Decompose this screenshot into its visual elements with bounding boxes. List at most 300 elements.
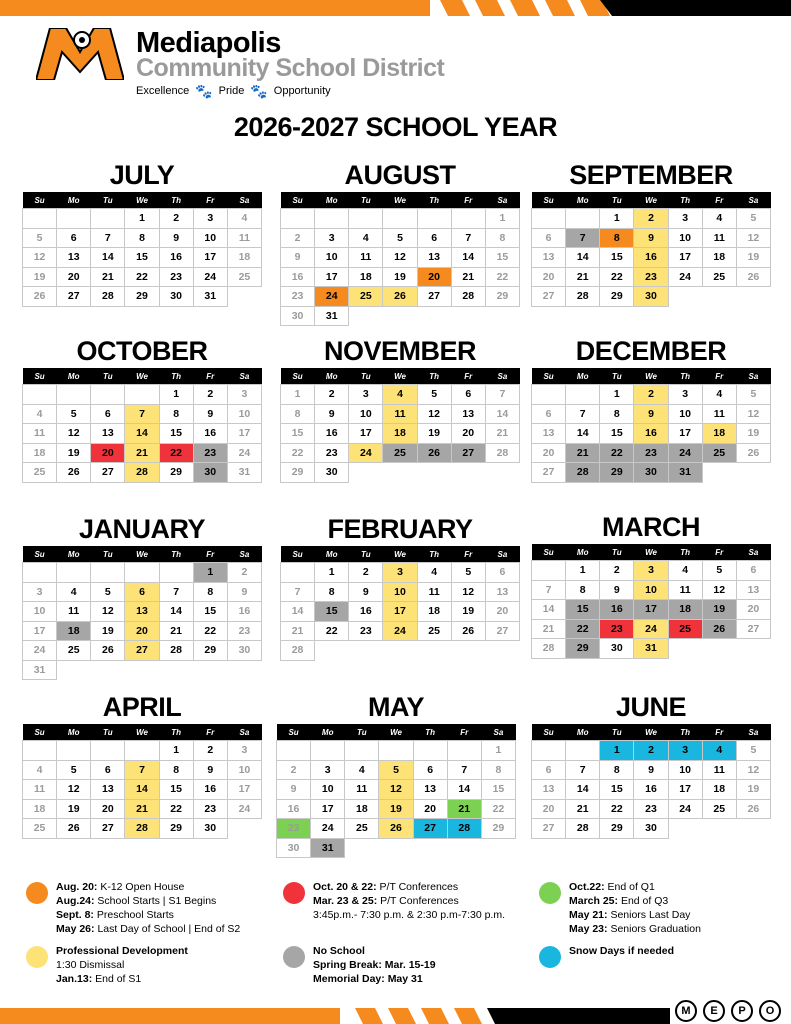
- week-row: [281, 641, 520, 661]
- day-cell: 23: [281, 287, 315, 307]
- week-row: [23, 819, 262, 839]
- day-cell: 1: [315, 563, 349, 583]
- day-cell: 8: [481, 760, 515, 780]
- legend-line-text: Preschool Starts: [93, 909, 174, 921]
- mepo-p: P: [731, 1000, 753, 1022]
- weekday-header: Tu: [349, 368, 383, 385]
- day-cell: 5: [57, 404, 91, 424]
- month-november: [280, 334, 520, 483]
- week-row: [532, 639, 771, 659]
- week-row: [532, 561, 771, 581]
- day-cell: 25: [349, 287, 383, 307]
- day-cell: 13: [485, 582, 519, 602]
- weekday-header: Mo: [311, 724, 345, 741]
- legend-swatch: [283, 946, 305, 968]
- weekday-header: Su: [277, 724, 311, 741]
- empty-day: [125, 563, 159, 583]
- blank-cell: [383, 306, 417, 326]
- day-cell: 17: [193, 248, 227, 268]
- day-cell: 8: [159, 404, 193, 424]
- day-cell: 1: [600, 741, 634, 761]
- weekday-header: Sa: [227, 368, 261, 385]
- blank-cell: [485, 463, 519, 483]
- weekday-header: Mo: [566, 192, 600, 209]
- day-cell: 7: [566, 760, 600, 780]
- weekday-header: Th: [668, 192, 702, 209]
- legend-text: [569, 880, 701, 936]
- day-cell: 3: [668, 741, 702, 761]
- week-row: [281, 267, 520, 287]
- weekday-header: Th: [417, 192, 451, 209]
- empty-day: [413, 741, 447, 761]
- legend-line-bold: Mar. 23 & 25:: [313, 895, 378, 907]
- day-cell: 12: [451, 582, 485, 602]
- day-cell: 24: [193, 267, 227, 287]
- day-cell: 30: [193, 463, 227, 483]
- empty-day: [91, 385, 125, 405]
- blank-cell: [349, 306, 383, 326]
- legend-line-text: 3:45p.m.- 7:30 p.m. & 2:30 p.m-7:30 p.m.: [313, 909, 506, 921]
- weekday-header: Sa: [227, 724, 261, 741]
- legend-text: [56, 880, 240, 936]
- day-cell: 23: [634, 443, 668, 463]
- day-cell: 10: [668, 760, 702, 780]
- day-cell: 25: [383, 443, 417, 463]
- month-title: APRIL: [102, 692, 182, 722]
- day-cell: 9: [159, 228, 193, 248]
- day-cell: 9: [315, 404, 349, 424]
- week-row: [281, 404, 520, 424]
- day-cell: 26: [23, 287, 57, 307]
- day-cell: 10: [668, 228, 702, 248]
- blank-cell: [227, 819, 261, 839]
- day-cell: 15: [159, 780, 193, 800]
- week-row: [281, 228, 520, 248]
- day-cell: 24: [634, 619, 668, 639]
- blank-cell: [451, 306, 485, 326]
- empty-day: [125, 741, 159, 761]
- day-cell: 27: [532, 463, 566, 483]
- legend-swatch: [539, 946, 561, 968]
- weekday-header: Su: [23, 546, 57, 563]
- empty-day: [91, 209, 125, 229]
- day-cell: 8: [600, 404, 634, 424]
- day-cell: 14: [485, 404, 519, 424]
- day-cell: 16: [600, 600, 634, 620]
- day-cell: 29: [159, 463, 193, 483]
- empty-day: [57, 209, 91, 229]
- day-cell: 6: [532, 404, 566, 424]
- week-row: [532, 760, 771, 780]
- day-cell: 3: [668, 385, 702, 405]
- legend-line: [569, 894, 701, 908]
- day-cell: 22: [600, 443, 634, 463]
- day-cell: 1: [125, 209, 159, 229]
- legend-line: [569, 922, 701, 936]
- day-cell: 4: [417, 563, 451, 583]
- day-cell: 4: [57, 582, 91, 602]
- day-cell: 26: [417, 443, 451, 463]
- day-cell: 24: [227, 799, 261, 819]
- empty-day: [91, 563, 125, 583]
- weekday-header: We: [634, 544, 668, 561]
- weekday-header: We: [125, 192, 159, 209]
- day-cell: 6: [532, 760, 566, 780]
- tagline-pride: Pride: [218, 85, 245, 97]
- day-cell: 20: [57, 267, 91, 287]
- week-row: [281, 287, 520, 307]
- legend-line-bold: Jan.13:: [56, 973, 93, 985]
- day-cell: 16: [277, 799, 311, 819]
- weekday-header: We: [125, 368, 159, 385]
- day-cell: 20: [532, 443, 566, 463]
- day-cell: 2: [349, 563, 383, 583]
- day-cell: 11: [702, 760, 736, 780]
- day-cell: 12: [91, 602, 125, 622]
- day-cell: 13: [91, 780, 125, 800]
- day-cell: 10: [383, 582, 417, 602]
- week-row: [277, 760, 516, 780]
- day-cell: 19: [451, 602, 485, 622]
- day-cell: 25: [702, 443, 736, 463]
- legend-line-bold: May 21:: [569, 909, 608, 921]
- day-cell: 12: [736, 228, 770, 248]
- day-cell: 18: [702, 780, 736, 800]
- legend-swatch: [283, 882, 305, 904]
- day-cell: 22: [600, 799, 634, 819]
- day-cell: 22: [566, 619, 600, 639]
- day-cell: 31: [227, 463, 261, 483]
- day-cell: 16: [159, 248, 193, 268]
- day-cell: 21: [566, 443, 600, 463]
- legend-line: [56, 880, 240, 894]
- month-title: DECEMBER: [575, 336, 727, 366]
- day-cell: 14: [451, 248, 485, 268]
- day-cell: 12: [57, 780, 91, 800]
- day-cell: 13: [417, 248, 451, 268]
- day-cell: 3: [193, 209, 227, 229]
- week-row: [281, 385, 520, 405]
- day-cell: 18: [702, 424, 736, 444]
- day-cell: 25: [668, 619, 702, 639]
- day-cell: 22: [193, 621, 227, 641]
- day-cell: 7: [485, 385, 519, 405]
- day-cell: 21: [566, 267, 600, 287]
- week-row: [532, 385, 771, 405]
- empty-day: [57, 741, 91, 761]
- day-cell: 21: [451, 267, 485, 287]
- empty-day: [23, 741, 57, 761]
- day-cell: 10: [227, 760, 261, 780]
- day-cell: 27: [532, 287, 566, 307]
- day-cell: 14: [532, 600, 566, 620]
- empty-day: [315, 209, 349, 229]
- blank-cell: [345, 838, 379, 858]
- weekday-header: Tu: [349, 546, 383, 563]
- day-cell: 18: [702, 248, 736, 268]
- day-cell: 6: [451, 385, 485, 405]
- day-cell: 24: [349, 443, 383, 463]
- day-cell: 5: [91, 582, 125, 602]
- day-cell: 15: [281, 424, 315, 444]
- weekday-header: Mo: [566, 724, 600, 741]
- weekday-header: Th: [159, 546, 193, 563]
- week-row: [23, 582, 262, 602]
- day-cell: 24: [668, 267, 702, 287]
- day-cell: 10: [227, 404, 261, 424]
- day-cell: 15: [315, 602, 349, 622]
- day-cell: 18: [668, 600, 702, 620]
- blank-cell: [315, 641, 349, 661]
- month-table: [531, 192, 771, 307]
- day-cell: 9: [277, 780, 311, 800]
- day-cell: 20: [417, 267, 451, 287]
- day-cell: 21: [125, 799, 159, 819]
- day-cell: 5: [383, 228, 417, 248]
- day-cell: 5: [736, 741, 770, 761]
- legend-line: [313, 894, 505, 908]
- day-cell: 20: [91, 799, 125, 819]
- day-cell: 29: [600, 463, 634, 483]
- weekday-header: Sa: [227, 192, 261, 209]
- month-table: [280, 368, 520, 483]
- day-cell: 3: [634, 561, 668, 581]
- weekday-header: We: [125, 724, 159, 741]
- week-row: [277, 838, 516, 858]
- week-row: [23, 287, 262, 307]
- day-cell: 6: [91, 760, 125, 780]
- weekday-header: Tu: [600, 192, 634, 209]
- day-cell: 2: [600, 561, 634, 581]
- weekday-header: Su: [281, 192, 315, 209]
- day-cell: 19: [702, 600, 736, 620]
- day-cell: 16: [349, 602, 383, 622]
- weekday-header: Fr: [702, 724, 736, 741]
- day-cell: 12: [736, 760, 770, 780]
- day-cell: 29: [193, 641, 227, 661]
- empty-day: [277, 741, 311, 761]
- empty-day: [23, 385, 57, 405]
- day-cell: 15: [566, 600, 600, 620]
- day-cell: 25: [702, 799, 736, 819]
- day-cell: 26: [736, 267, 770, 287]
- week-row: [532, 741, 771, 761]
- day-cell: 28: [532, 639, 566, 659]
- day-cell: 7: [566, 404, 600, 424]
- empty-day: [91, 741, 125, 761]
- day-cell: 16: [315, 424, 349, 444]
- week-row: [23, 424, 262, 444]
- month-table: [531, 724, 771, 839]
- day-cell: 8: [600, 760, 634, 780]
- weekday-header: Th: [159, 368, 193, 385]
- month-table: [531, 544, 771, 659]
- blank-cell: [736, 463, 770, 483]
- month-april: [22, 690, 262, 839]
- month-table: [22, 546, 262, 680]
- weekday-header: Th: [668, 544, 702, 561]
- legend-line: [313, 944, 436, 958]
- day-cell: 18: [23, 799, 57, 819]
- legend-line-bold: Oct. 20 & 22:: [313, 881, 377, 893]
- day-cell: 5: [23, 228, 57, 248]
- day-cell: 24: [315, 287, 349, 307]
- day-cell: 17: [668, 780, 702, 800]
- day-cell: 2: [281, 228, 315, 248]
- day-cell: 25: [702, 267, 736, 287]
- empty-day: [345, 741, 379, 761]
- day-cell: 27: [413, 819, 447, 839]
- month-table: [280, 192, 520, 326]
- day-cell: 6: [736, 561, 770, 581]
- day-cell: 24: [23, 641, 57, 661]
- day-cell: 17: [349, 424, 383, 444]
- week-row: [532, 819, 771, 839]
- legend-text: [56, 944, 188, 986]
- week-row: [281, 582, 520, 602]
- empty-day: [566, 385, 600, 405]
- weekday-header: Mo: [315, 368, 349, 385]
- legend-line-bold: Professional Development: [56, 945, 188, 957]
- weekday-header: Tu: [600, 368, 634, 385]
- day-cell: 16: [193, 424, 227, 444]
- legend-line: [56, 972, 188, 986]
- day-cell: 25: [227, 267, 261, 287]
- week-row: [281, 563, 520, 583]
- blank-cell: [227, 660, 261, 680]
- day-cell: 13: [413, 780, 447, 800]
- blank-cell: [379, 838, 413, 858]
- day-cell: 30: [227, 641, 261, 661]
- week-row: [23, 404, 262, 424]
- day-cell: 2: [159, 209, 193, 229]
- week-row: [281, 463, 520, 483]
- weekday-header: Su: [532, 192, 566, 209]
- day-cell: 29: [125, 287, 159, 307]
- weekday-header: Mo: [57, 368, 91, 385]
- weekday-header: We: [634, 368, 668, 385]
- day-cell: 13: [532, 424, 566, 444]
- day-cell: 1: [159, 385, 193, 405]
- day-cell: 26: [379, 819, 413, 839]
- day-cell: 5: [736, 385, 770, 405]
- week-row: [532, 600, 771, 620]
- day-cell: 31: [23, 660, 57, 680]
- blank-cell: [57, 660, 91, 680]
- day-cell: 9: [634, 760, 668, 780]
- weekday-header: We: [383, 192, 417, 209]
- legend-line-bold: May 26:: [56, 923, 95, 935]
- month-table: [22, 368, 262, 483]
- day-cell: 6: [91, 404, 125, 424]
- empty-day: [125, 385, 159, 405]
- day-cell: 20: [485, 602, 519, 622]
- day-cell: 2: [227, 563, 261, 583]
- mepo-badges: [675, 1000, 781, 1022]
- day-cell: 9: [634, 228, 668, 248]
- empty-day: [57, 563, 91, 583]
- day-cell: 26: [57, 819, 91, 839]
- blank-cell: [702, 819, 736, 839]
- empty-day: [23, 209, 57, 229]
- day-cell: 28: [451, 287, 485, 307]
- day-cell: 10: [193, 228, 227, 248]
- weekday-header: Th: [417, 546, 451, 563]
- weekday-header: We: [383, 546, 417, 563]
- day-cell: 31: [668, 463, 702, 483]
- school-year-title: 2026-2027 SCHOOL YEAR: [233, 112, 558, 142]
- day-cell: 23: [159, 267, 193, 287]
- day-cell: 22: [159, 799, 193, 819]
- weekday-header: Sa: [736, 724, 770, 741]
- top-stripe-bar: [0, 0, 791, 16]
- day-cell: 11: [702, 228, 736, 248]
- weekday-header: Mo: [57, 546, 91, 563]
- week-row: [532, 287, 771, 307]
- weekday-header: Tu: [600, 544, 634, 561]
- week-row: [23, 443, 262, 463]
- day-cell: 4: [668, 561, 702, 581]
- day-cell: 25: [57, 641, 91, 661]
- day-cell: 28: [447, 819, 481, 839]
- weekday-header: Fr: [451, 546, 485, 563]
- day-cell: 5: [702, 561, 736, 581]
- day-cell: 8: [566, 580, 600, 600]
- day-cell: 8: [193, 582, 227, 602]
- month-title: JUNE: [615, 692, 687, 722]
- week-row: [532, 228, 771, 248]
- month-july: [22, 158, 262, 307]
- day-cell: 30: [600, 639, 634, 659]
- day-cell: 12: [383, 248, 417, 268]
- day-cell: 23: [634, 267, 668, 287]
- month-title: JANUARY: [78, 514, 205, 544]
- day-cell: 10: [349, 404, 383, 424]
- legend-text: [313, 944, 436, 986]
- day-cell: 17: [311, 799, 345, 819]
- empty-day: [532, 561, 566, 581]
- day-cell: 1: [566, 561, 600, 581]
- day-cell: 21: [447, 799, 481, 819]
- tagline: [136, 84, 331, 98]
- legend-line-text: P/T Conferences: [377, 895, 459, 907]
- legend-line-text: P/T Conferences: [376, 881, 459, 893]
- day-cell: 28: [485, 443, 519, 463]
- day-cell: 30: [159, 287, 193, 307]
- month-august: [280, 158, 520, 326]
- day-cell: 5: [451, 563, 485, 583]
- day-cell: 6: [532, 228, 566, 248]
- blank-cell: [668, 639, 702, 659]
- week-row: [23, 248, 262, 268]
- week-row: [277, 741, 516, 761]
- blank-cell: [451, 463, 485, 483]
- day-cell: 3: [668, 209, 702, 229]
- month-title: MARCH: [602, 512, 700, 542]
- blank-cell: [91, 660, 125, 680]
- day-cell: 2: [634, 385, 668, 405]
- day-cell: 15: [600, 780, 634, 800]
- legend-line-bold: Aug.24:: [56, 895, 95, 907]
- day-cell: 20: [451, 424, 485, 444]
- day-cell: 16: [193, 780, 227, 800]
- weekday-header: Fr: [702, 368, 736, 385]
- weekday-header: Sa: [485, 192, 519, 209]
- weekday-header: We: [379, 724, 413, 741]
- legend-line-bold: May 23:: [569, 923, 608, 935]
- day-cell: 6: [125, 582, 159, 602]
- legend-line-text: Seniors Graduation: [607, 923, 701, 935]
